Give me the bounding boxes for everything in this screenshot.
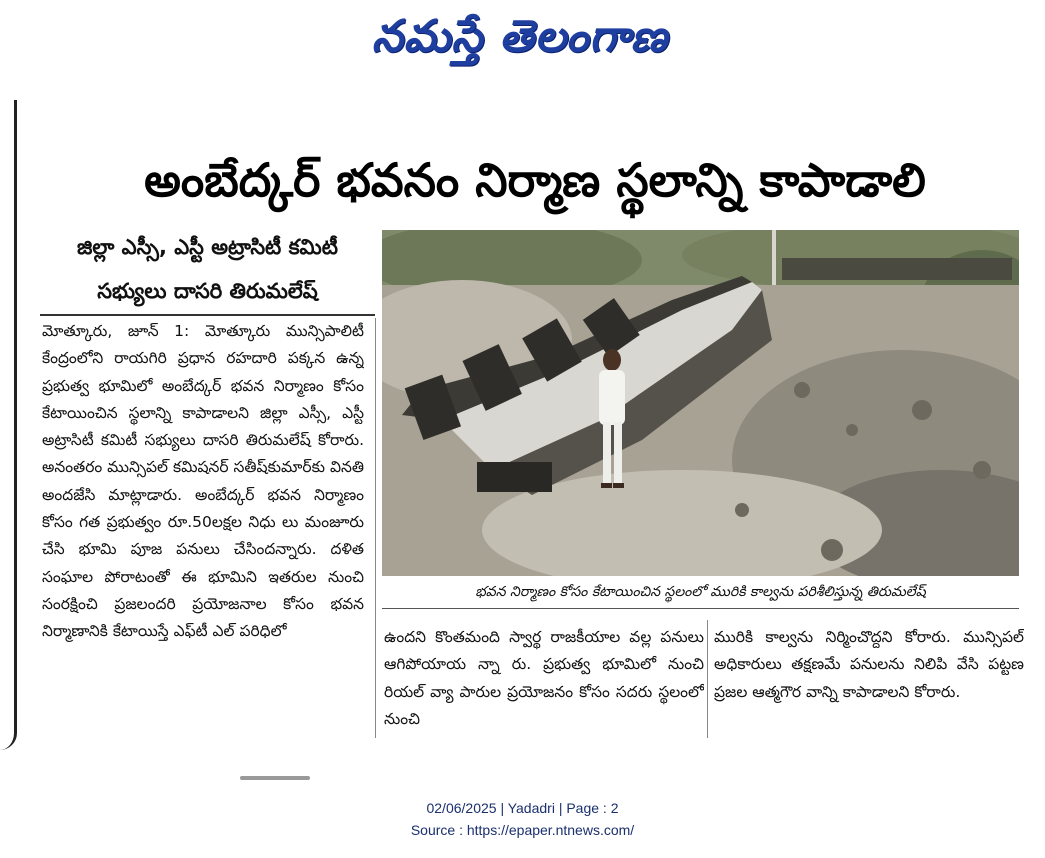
subheadline-divider [40, 314, 375, 316]
subheadline-line-1: జిల్లా ఎస్సీ, ఎస్టీ అట్రాసిటీ కమిటీ [77, 235, 338, 259]
page-left-border [0, 100, 17, 750]
article-body-column-1: మోత్కూరు, జూన్ 1: మోత్కూరు మున్సిపాలిటీ కేంద్రంలోని రాయగిరి ప్రధాన రహదారి పక్కన ఉన్న ప్రభుత్వ భూమిలో అంబేద్కర్ భవన నిర్మాణం కోసం కేటాయించిన స్థలాన్ని కాపాడాలని జిల్లా ఎస్సీ, ఎస్టీ అట్రాసిటీ కమిటీ సభ్యులు దాసరి తిరుమలేష్ కోరారు. అనంతరం మున్సిపల్ కమిషనర్ సతీష్‌కుమార్‌కు వినతి అందజేసి మాట్లాడారు. అంబేద్కర్ భవన నిర్మాణం కోసం గత ప్రభుత్వం రూ.50లక్షల నిధు లు మంజూరు చేసి భూమి పూజ పనులు చేసిందన్నారు. దళిత సంఘాల పోరాటంతో ఈ భూమిని ఇతరుల నుంచి సంరక్షించి ప్రజలందరి ప్రయోజనాల కోసం భవన నిర్మాణానికి కేటాయిస్తే ఎఫ్‌టీ ఎల్ పరిధిలో [42, 322, 364, 641]
article-body-column-2: ఉందని కొంతమంది స్వార్థ రాజకీయాల వల్ల పనులు ఆగిపోయాయ న్నా రు. ప్రభుత్వ భూమిలో నుంచి రియల్ వ్యా పారుల ప్రయోజనం కోసం సదరు స్థలంలో నుంచి [384, 628, 704, 728]
caption-divider [382, 608, 1019, 609]
masthead-logo: నమస్తే తెలంగాణ [371, 11, 669, 62]
article-headline: అంబేద్కర్ భవనం నిర్మాణ స్థలాన్ని కాపాడాలి [144, 153, 926, 207]
next-article-edge [240, 776, 310, 780]
article-body-column-3: మురికి కాల్వను నిర్మించొద్దని కోరారు. మున్సిపల్ అధికారులు తక్షణమే పనులను నిలిపి వేసి పట్టణ ప్రజల ఆత్మగౌర వాన్ని కాపాడాలని కోరారు. [714, 628, 1024, 701]
news-photo [382, 230, 1019, 576]
subheadline-line-2: సభ్యులు దాసరి తిరుమలేష్ [97, 279, 318, 303]
photo-caption: భవన నిర్మాణం కోసం కేటాయించిన స్థలంలో మురికి కాల్వను పరిశీలిస్తున్న తిరుమలేష్ [475, 584, 926, 600]
column-divider [375, 318, 376, 738]
footer-edition-info: 02/06/2025 | Yadadri | Page : 2 [426, 800, 619, 816]
footer-source-link[interactable]: Source : https://epaper.ntnews.com/ [410, 822, 635, 838]
column-divider [707, 620, 708, 738]
